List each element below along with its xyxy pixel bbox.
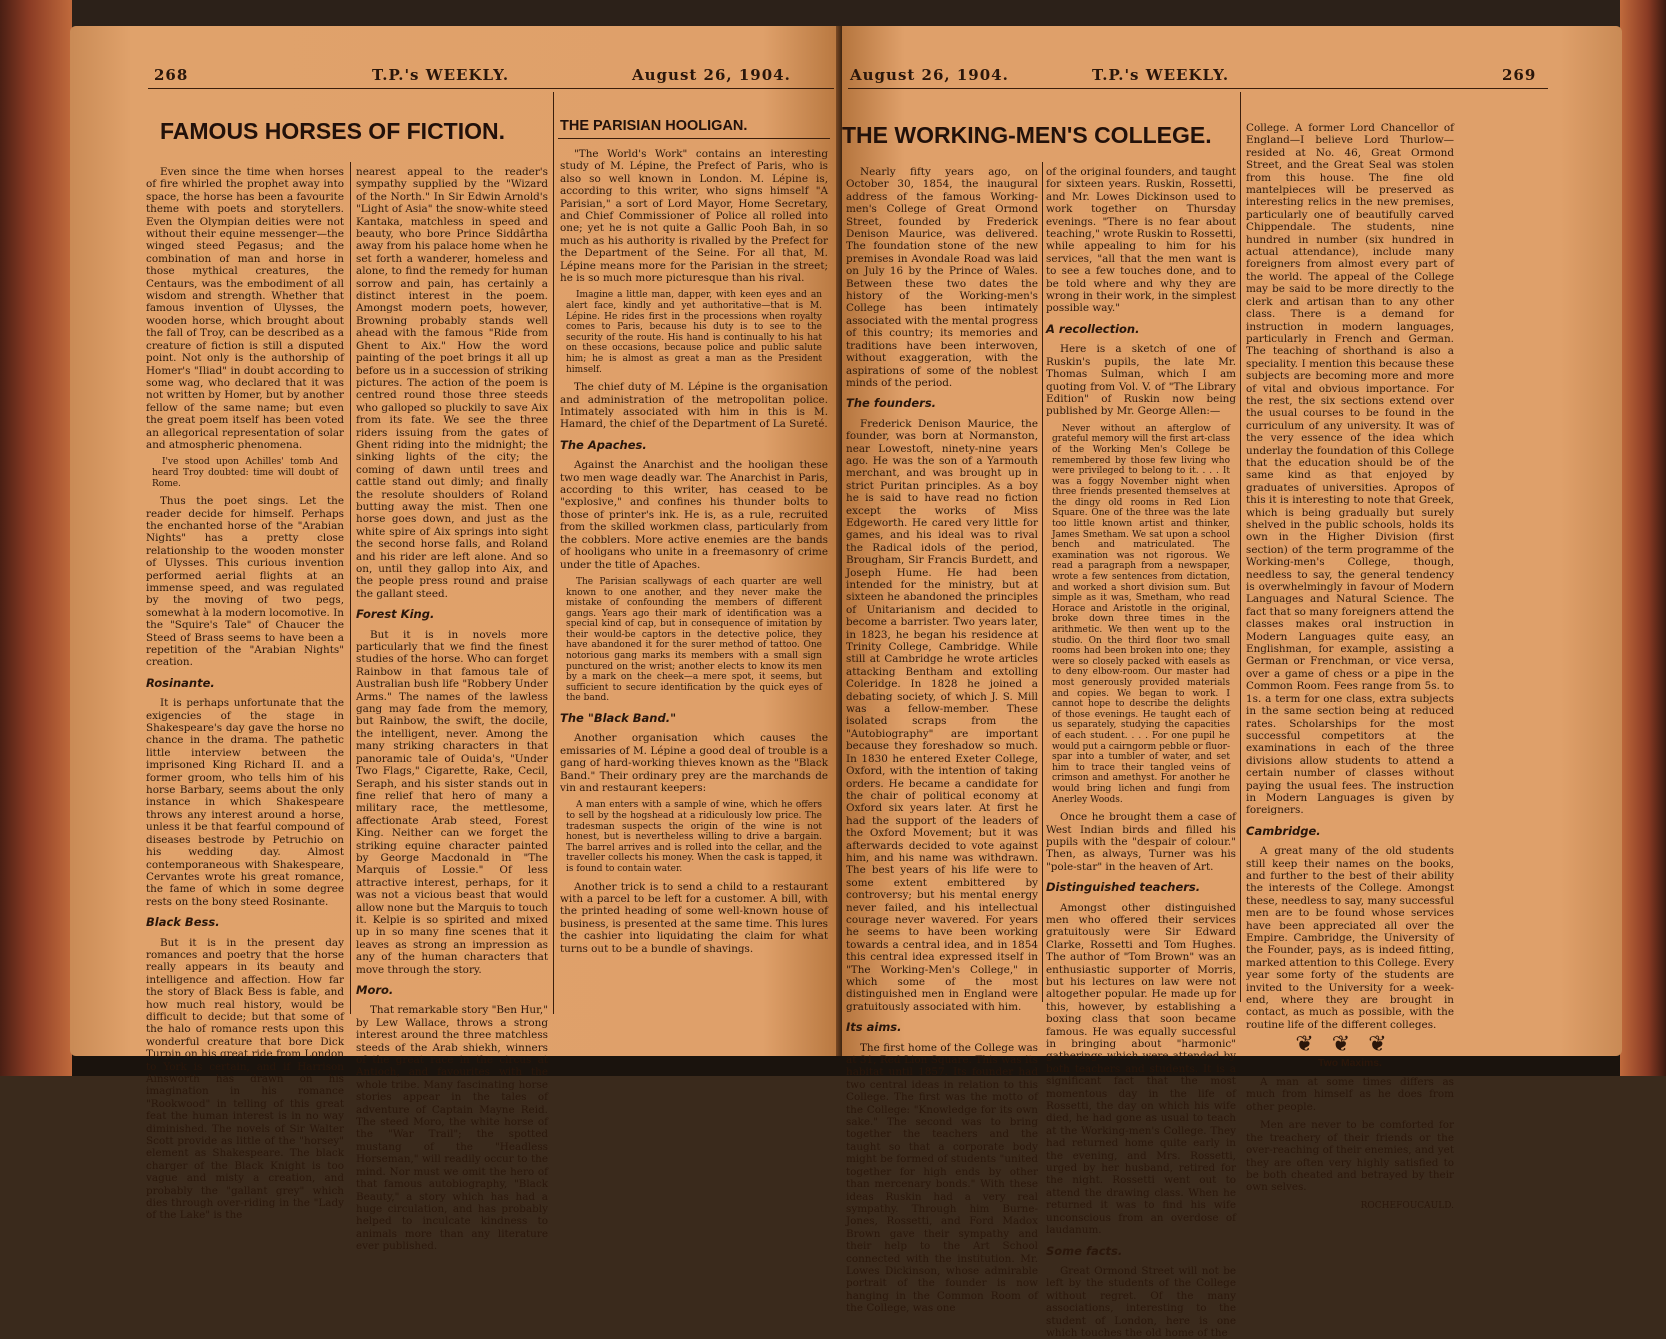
quotation: I've stood upon Achilles' tomb And heard Troy doubted: time will doubt of Rome. xyxy=(152,457,338,489)
paragraph: Once he brought them a case of West Indian birds and filled his pupils with the "despair of colour." Then, as always, Turner was his "pole-star" in the heaven of Art. xyxy=(1046,811,1236,873)
article-title-college: THE WORKING-MEN'S COLLEGE. xyxy=(842,122,1212,148)
paragraph: Frederick Denison Maurice, the founder, was born at Normanston, near Lowestoft, ninety-nine years ago. He was the son of a Yarmouth merchant, and was brought up in strict Puritan principles. As a boy he is said to have read no fiction except the works of Miss Edgeworth. He cared very little for games, and his ideal was to rival the Radical idols of the period, Brougham, Sir Francis Burdett, and Joseph Hume. He had been intended for the ministry, but at sixteen he abandoned the principles of Unitarianism and decided to become a barrister. Two years later, in 1823, he began his residence at Trinity College, Cambridge. While still at Cambridge he wrote articles attacking Bentham and extolling Coleridge. In 1828 he joined a debating society, of which J. S. Mill was a fellow-member. These isolated scraps from the "Autobiography" are important because they foreshadow so much. In 1830 he entered Exeter College, Oxford, with the intention of taking orders. He became a candidate for the chair of political economy at Oxford six years later. At first he had the support of the leaders of the Oxford Movement; but it was afterwards decided to vote against him, and his name was withdrawn. The best years of his life were to some extent embittered by controversy; but his mental energy never failed, and his intellectual courage never wavered. For years he seems to have been working towards a central idea, and in 1854 this central idea expressed itself in "The Working-Men's College," in which some of the most distinguished men in England were gratuitously associated with him. xyxy=(846,417,1038,1013)
paragraph: Amongst other distinguished men who offered their services gratuitously were Sir Edward Clarke, Rossetti and Tom Hughes. The author of "Tom Brown" was an enthusiastic supporter of Morris, but his lectures on law were not altogether popular. He made up for this, however, by establishing a boxing class that soon became famous. He was equally successful in bringing about "harmonic" gatherings which were attended by both teachers and students. It is a significant fact that the most momentous day in the life of Rossetti, the day on which his wife died, he had gone as usual to teach at the Working-men's College. They had returned home quite early in the evening, and Mrs. Rossetti, urged by her husband, retired for the night. Rossetti went out to attend the drawing class. When he returned it was to find his wife unconscious from an overdose of laudanum. xyxy=(1046,901,1236,1237)
paragraph: That remarkable story "Ben Hur," by Lew Wallace, throws a strong interest around the three matchless steeds of the Arab shiekh, winners of the great race in the circus at Antioch, and favourites with the whole tribe. Many fascinating horse stories appear in the tales of adventure of Captain Mayne Reid. The steed Moro, the white horse of the "War Trail"; the spotted mustang of the "Headless Horseman," will readily occur to the mind. Nor must we omit the hero of that famous autobiography, "Black Beauty," a story which has had a huge circulation, and has probably helped to inculcate kindness to animals more than any literature ever published. xyxy=(356,1004,548,1253)
paragraph: Great Ormond Street will not be left by the students of the College without regret. Of the many associations, interesting to the student of London, here is one which touches the old home of the xyxy=(1046,1264,1236,1339)
column-rule xyxy=(553,92,554,1014)
header-rule-left xyxy=(148,88,834,89)
paragraph: Thus the poet sings. Let the reader decide for himself. Perhaps the enchanted horse of the "Arabian Nights" has a pretty close relationship to the wooden monster of Ulysses. This curious invention performed aerial flights at an immense speed, and was regulated by the moving of two pegs, somewhat à la modern locomotive. In the "Squire's Tale" of Chaucer the Steed of Brass seems to have been a repetition of the "Arabian Nights" creation. xyxy=(146,495,344,669)
subheading-aims: Its aims. xyxy=(846,1020,902,1035)
subheading-recollection: A recollection. xyxy=(1046,321,1140,336)
signature: ROCHEFOUCAULD. xyxy=(1360,1200,1454,1211)
subheading-some-facts: Some facts. xyxy=(1046,1243,1123,1258)
fleuron-ornament-icon: ❦❦❦ xyxy=(1295,1032,1405,1058)
quotation: The Parisian scallywags of each quarter are well known to one another, and they never make the mistake of confounding the members of different gangs. Years ago their mark of identification was a special kind of cap, but in consequence of imitation by their would-be captors in the detective police, they have abandoned it for the surer method of tattoo. One notorious gang marks its members with a small sign punctured on the wrist; another elects to know its men by a mark on the cheek—a mere spot, it seems, but sufficient to secure identification by the quick eyes of the band. xyxy=(566,576,822,704)
paragraph: Here is a sketch of one of Ruskin's pupils, the late Mr. Thomas Sulman, which I am quoting from Vol. V. of "The Library Edition" of Ruskin now being published by Mr. George Allen:— xyxy=(1046,343,1236,418)
page-number-right: 269 xyxy=(1502,66,1537,84)
paragraph: nearest appeal to the reader's sympathy supplied by the "Wizard of the North." In Sir Edwin Arnold's "Light of Asia" the snow-white steed Kantaka, matchless in speed and beauty, who bore Prince Siddârtha away from his palace home when he set forth a wanderer, homeless and alone, to find the remedy for human sorrow and pain, has certainly a distinct interest in the poem. Amongst modern poets, however, Browning probably stands well ahead with the famous "Ride from Ghent to Aix." How the word painting of the poet brings it all up before us in a succession of striking pictures. The action of the poem is centred round those three steeds who galloped so pluckily to save Aix from its fate. We see the three riders issuing from the gates of Ghent riding into the midnight; the sinking lights of the city; the coming of dawn until trees and cattle stand out dimly; and finally the resolute shoulders of Roland butting away the mist. Then one horse goes down, and just as the white spire of Aix springs into sight the second horse falls, and Roland and his rider are left alone. And so on, until they gallop into Aix, and the people press round and praise the gallant steed. xyxy=(356,166,548,600)
book-edge-left xyxy=(0,0,72,1076)
subheading-two-maxims: Two Maxims. xyxy=(1318,1057,1382,1069)
date-right: August 26, 1904. xyxy=(850,66,1009,84)
paragraph: It is perhaps unfortunate that the exigencies of the stage in Shakespeare's day gave the horse no chance in the drama. The pathetic little interview between the imprisoned King Richard II. and a former groom, who tells him of his horse Barbary, seems about the only instance in which Shakespeare throws any interest around a horse, unless it be that fearful compound of diseases bestrode by Petruchio on his wedding day. Almost contemporaneous with Shakespeare, Cervantes wrote his great romance, the fame of which in some degree rests on the bony steed Rosinante. xyxy=(146,697,344,908)
article-title-hooligan: THE PARISIAN HOOLIGAN. xyxy=(560,118,748,134)
paragraph: Even since the time when horses of fire whirled the prophet away into space, the horse has been a favourite theme with poets and storytellers. Even the Olympian deities were not without their equine messenger—the winged steed Pegasus; and the combination of man and horse in those mythical creatures, the Centaurs, was the embodiment of all wisdom and strength. Whether that famous invention of Ulysses, the wooden horse, which brought about the fall of Troy, can be described as a creature of fiction is still a disputed point. Not only is the authorship of Homer's "Iliad" in doubt according to some wag, who declared that it was not written by Homer, but by another fellow of the same name; but even the great poem itself has been voted an allegorical representation of solar and atmospheric phenomena. xyxy=(146,166,344,451)
paragraph: "The World's Work" contains an interesting study of M. Lépine, the Prefect of Paris, who is also so well known in London. M. Lépine is, according to this writer, who signs himself "A Parisian," a sort of Lord Mayor, Home Secretary, and Chief Commissioner of Police all rolled into one; yet he is not quite a Gallic Pooh Bah, in so much as his authority is rivalled by the Prefect for the Department of the Seine. For all that, M. Lépine means more for the Parisian in the street; he is so much more picturesque than his rival. xyxy=(560,148,828,285)
masthead-left: T.P.'s WEEKLY. xyxy=(372,66,510,84)
paragraph: A great many of the old students still keep their names on the books, and further to the best of their ability the interests of the College. Amongst these, needless to say, many successful men are to be found whose services have been appreciated all over the Empire. Cambridge, the University of the Founder, pays, as is indeed fitting, marked attention to this College. Every year some forty of the students are invited to the University for a week-end, where they are brought in contact, as much as possible, with the routine life of the different colleges. xyxy=(1246,845,1454,1031)
college-column-1 xyxy=(846,166,1038,1315)
paragraph: But it is in the present day romances and poetry that the horse really appears in its beauty and intelligence and affection. How far the story of Black Bess is fable, and how much real history, would be difficult to decide; but that some of the halo of romance rests upon this wonderful creature that bore Dick Turpin on his great ride from London to York is certain, and if Harrison Ainsworth has drawn on his imagination in his romance "Rookwood" in telling of this great feat the human interest is in no way diminished. The novels of Sir Walter Scott provide as little of the "horsey" element as Shakespeare. The black charger of the Black Knight is too vague and misty a creation, and probably the "gallant grey" which dies through over-riding in the "Lady of the Lake" is the xyxy=(146,936,344,1222)
paragraph: But it is in novels more particularly that we find the finest studies of the horse. Who can forget Rainbow in that famous tale of Australian bush life "Robbery Under Arms." The names of the lawless gang may fade from the memory, but Rainbow, the swift, the docile, the intelligent, never. Among the many striking characters in that panoramic tale of Ouida's, "Under Two Flags," Cigarette, Rake, Cecil, Seraph, and his sister stands out in fine relief that hero of many a military race, the mettlesome, affectionate Arab steed, Forest King. Neither can we forget the striking equine character painted by George Macdonald in "The Marquis of Lossie." Of less attractive interest, perhaps, for it was not a vicious beast that would allow none but the Marquis to touch it. Kelpie is so spirited and mixed up in so many fine scenes that it leaves as strong an impression as any of the human characters that move through the story. xyxy=(356,628,548,976)
paragraph: College. A former Lord Chancellor of England—I believe Lord Thurlow—resided at No. 46, Great Ormond Street, and the Great Seal was stolen from this house. The fine old mantelpieces will be preserved as interesting relics in the new premises, particularly one of beautifully carved Chippendale. The students, nine hundred in number (six hundred in actual attendance), include many foreigners from almost every part of the world. The appeal of the College may be said to be more directly to the clerk and artisan than to any other class. There is a demand for instruction in modern languages, particularly in French and German. The teaching of shorthand is also a speciality. I mention this because these subjects are becoming more and more of vital and obvious importance. For the rest, the six sections extend over the usual courses to be found in the curriculum of any university. It was of the very essence of the idea which underlay the foundation of this College that the education should be of the same kind as that enjoyed by graduates of universities. Apropos of this it is interesting to note that Greek, which is being gradually but surely shelved in the public schools, holds its own in the Higher Division (first section) of the term programme of the Working-men's College, though, needless to say, the general tendency is overwhelmingly in favour of Modern Languages and Natural Science. The fact that so many foreigners attend the classes makes oral instruction in Modern Languages quite easy, an Englishman, for example, assisting a German or Frenchman, or vice versa, over a game of chess or a pipe in the Common Room. Fees range from 5s. to 1s. a term for one class, extra subjects in the same section being at reduced rates. Scholarships for the most successful competitors at the examinations in each of the three divisions allow students to attend a certain number of classes without paying the usual fees. The instruction in Modern Languages is given by foreigners. xyxy=(1246,122,1454,817)
subheading-cambridge: Cambridge. xyxy=(1246,823,1321,838)
hooligan-column xyxy=(560,148,828,1048)
paragraph: Another trick is to send a child to a restaurant with a parcel to be left for a customer. A bill, with the printed heading of some well-known house of business, is presented at the same time. This lures the cashier into liquidating the claim for what turns out to be a bundle of shavings. xyxy=(560,880,828,955)
quotation: Imagine a little man, dapper, with keen eyes and an alert face, kindly and yet authoritative—that is M. Lépine. He rides first in the processions when royalty comes to Paris, because his duty is to see to the security of the route. His hand is continually to his hat on these occasions, because police and public salute him; he is almost as great a man as the President himself. xyxy=(566,290,822,375)
date-left: August 26, 1904. xyxy=(632,66,791,84)
title-rule xyxy=(558,138,830,139)
quotation: Never without an afterglow of grateful memory will the first art-class of the Working Men's College be remembered by those few living who were privileged to belong to it. . . . It was a foggy November night when three friends presented themselves at the dingy old rooms in Red Lion Square. One of the three was the late too little known artist and thinker, James Smetham. We sat upon a school bench and matriculated. The examination was not rigorous. We read a paragraph from a newspaper, wrote a few sentences from dictation, and worked a short division sum. But simple as it was, Smetham, who read Horace and Aristotle in the original, broke down three times in the arithmetic. We then went up to the studio. On the third floor two small rooms had been broken into one; they were so closely packed with easels as to deny elbow-room. Our master had most generously provided materials and copies. We began to work. I cannot hope to describe the delights of those evenings. He taught each of us separately, studying the capacities of each student. . . . For one pupil he would put a cairngorm pebble or fluor-spar into a tumbler of water, and set him to trace their tangled veins of crimson and amethyst. For another he would bring lichen and fungi from Anerley Woods. xyxy=(1052,423,1230,805)
left-page xyxy=(70,26,840,1253)
subheading-moro: Moro. xyxy=(356,983,394,997)
horses-column-2 xyxy=(356,166,548,1253)
article-title-horses: FAMOUS HORSES OF FICTION. xyxy=(160,118,506,144)
subheading-rosinante: Rosinante. xyxy=(146,675,215,690)
column-rule xyxy=(1240,92,1241,1002)
paragraph: Nearly fifty years ago, on October 30, 1854, the inaugural address of the famous Working-men's College of Great Ormond Street, founded by Frederick Denison Maurice, was delivered. The foundation stone of the new premises in Avondale Road was laid on July 16 by the Prince of Wales. Between these two dates the history of the Working-men's College has been intimately associated with the mental progress of this country; its memories and traditions have been interwoven, without exaggeration, with the aspirations of some of the noblest minds of the period. xyxy=(846,166,1038,389)
college-column-3 xyxy=(1246,122,1454,1211)
paragraph: The chief duty of M. Lépine is the organisation and administration of the metropolitan police. Intimately associated with him in this is M. Hamard, the chief of the Department of La Sureté. xyxy=(560,381,828,431)
column-rule xyxy=(350,162,351,1014)
column-rule xyxy=(1042,162,1043,1002)
college-column-2 xyxy=(1046,166,1236,1339)
horses-column-1 xyxy=(146,166,344,1222)
paragraph: Men are never to be comforted for the treachery of their friends or the over-reaching of their enemies, and yet they are often very highly satisfied to be both cheated and betrayed by their own selves. xyxy=(1246,1119,1454,1194)
paragraph: Against the Anarchist and the hooligan these two men wage deadly war. The Anarchist in Paris, according to this writer, has ceased to be "explosive," and confines his thunder bolts to those of printer's ink. He is, as a rule, recruited from the skilled workmen class, particularly from the cobblers. More active enemies are the bands of hooligans who unite in a freemasonry of crime under the title of Apaches. xyxy=(560,459,828,571)
header-rule-right xyxy=(848,88,1548,89)
subheading-black-band: The "Black Band." xyxy=(560,711,677,726)
subheading-black-bess: Black Bess. xyxy=(146,915,220,930)
page-number-left: 268 xyxy=(154,66,189,84)
paragraph: of the original founders, and taught for sixteen years. Ruskin, Rossetti, and Mr. Lowes Dickinson used to work together on Thursday evenings. "There is no fear about teaching," wrote Ruskin to Rossetti, while appealing to him for his services, "all that the men want is to see a few touches done, and to be told where and why they are wrong in their work, in the simplest possible way." xyxy=(1046,166,1236,315)
subheading-forest-king: Forest King. xyxy=(356,607,435,622)
masthead-right: T.P.'s WEEKLY. xyxy=(1092,66,1230,84)
subheading-distinguished-teachers: Distinguished teachers. xyxy=(1046,880,1201,895)
right-page xyxy=(842,26,1622,1339)
paragraph: The first home of the College was at 31, Red Lion Square. This was its habitat until 1857. Its founder had two central ideas in relation to this College. The first was the motto of the College: "Knowledge for its own sake." The second was to bring together the teachers and the taught so that a corporate body might be formed of students "united together for high ends by other than mercenary bonds." With these ideas Ruskin had a very real sympathy. Through him Burne-Jones, Rossetti, and Ford Madox Brown gave their sympathy and their help to the Art School connected with the institution. Mr. Lowes Dickinson, whose admirable portrait of the founder is now hanging in the Common Room of the College, was one xyxy=(846,1041,1038,1315)
paragraph: Another organisation which causes the emissaries of M. Lépine a good deal of trouble is a gang of hard-working thieves known as the "Black Band." Their ordinary prey are the marchands de vin and restaurant keepers: xyxy=(560,732,828,795)
paragraph: A man at some times differs as much from himself as he does from other people. xyxy=(1246,1076,1454,1113)
subheading-apaches: The Apaches. xyxy=(560,437,647,452)
book-edge-right xyxy=(1620,0,1666,1076)
subheading-founders: The founders. xyxy=(846,396,937,411)
quotation: A man enters with a sample of wine, which he offers to sell by the hogshead at a ridiculously low price. The tradesman suspects the origin of the wine is not honest, but is nevertheless willing to drive a bargain. The barrel arrives and is rolled into the cellar, and the traveller collects his money. When the cask is tapped, it is found to contain water. xyxy=(566,800,822,875)
